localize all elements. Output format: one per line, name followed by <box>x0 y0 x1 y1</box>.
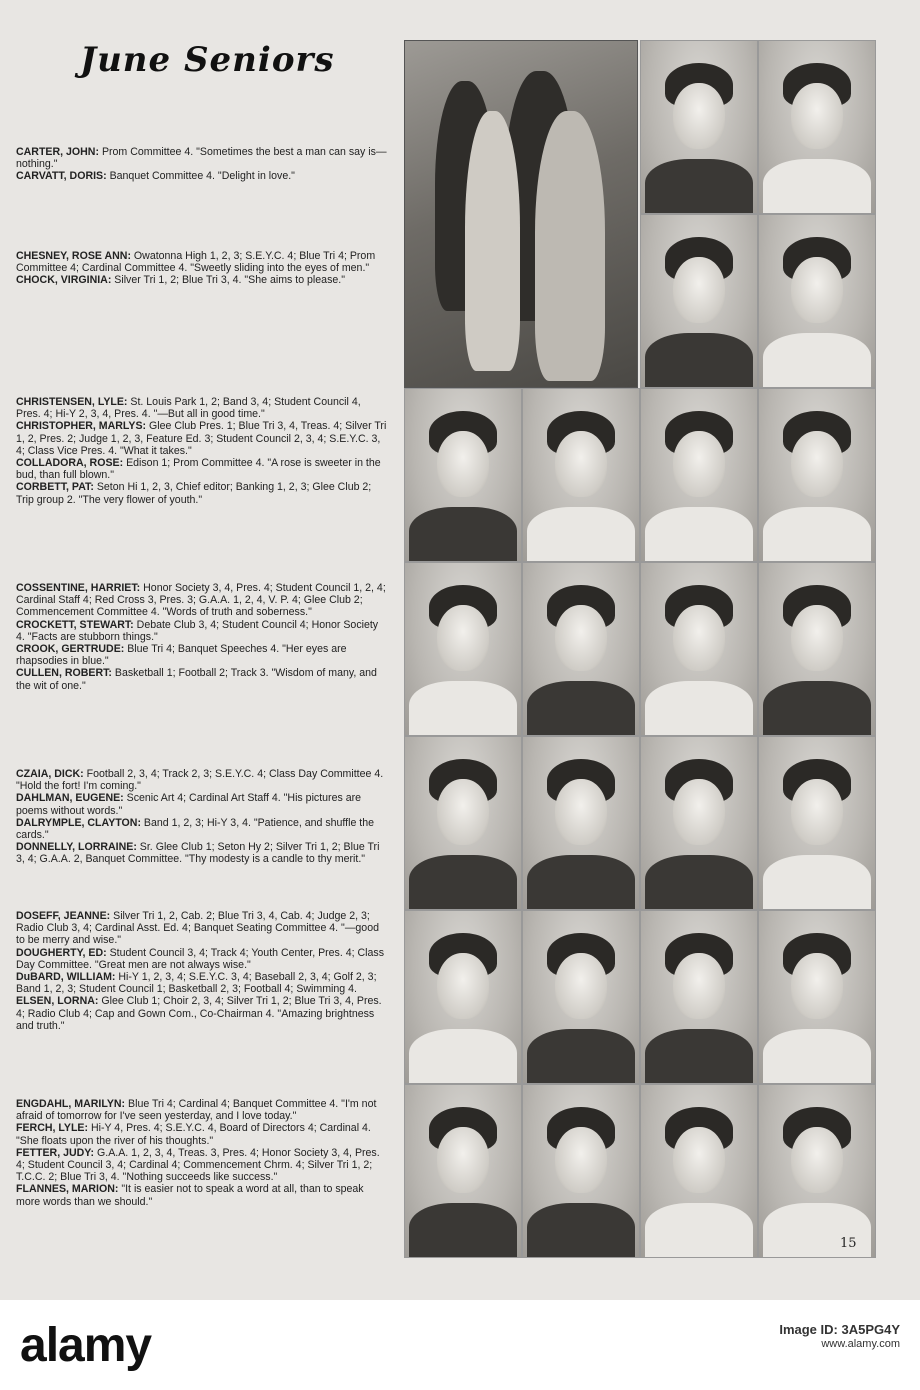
entry-text: Basketball 1; Football 2; Track 3. "Wisdom of many, and the wit of one." <box>16 667 377 692</box>
portrait-body <box>645 1203 753 1258</box>
entry-name: CARTER, JOHN: <box>16 146 99 158</box>
student-portrait <box>758 40 876 214</box>
student-portrait <box>404 736 522 910</box>
entry-name: FETTER, JUDY: <box>16 1146 95 1159</box>
portrait-face <box>555 1127 607 1193</box>
entry <box>16 274 388 286</box>
portrait-face <box>673 953 725 1019</box>
entry-name: FLANNES, MARION: <box>16 1183 119 1196</box>
entry-group <box>16 250 388 287</box>
portrait-face <box>791 779 843 845</box>
portrait-body <box>763 159 871 214</box>
entry-name: DAHLMAN, EUGENE: <box>16 792 124 805</box>
student-portrait <box>640 910 758 1084</box>
entry <box>16 841 388 865</box>
entry-text: Honor Society 3, 4, Pres. 4; Student Council 1, 2, 4; Cardinal Staff 4; Red Cross 3, Pres. 3; G.A.A. 1, 2, 4, V. P. 4; Glee Club 2; Commencement Committee 4. "Words of truth and soberness." <box>16 582 386 619</box>
portrait-body <box>409 681 517 736</box>
portrait-face <box>791 431 843 497</box>
entry <box>16 1098 388 1122</box>
student-portrait <box>640 388 758 562</box>
entry <box>16 768 388 792</box>
watermark-logo: alamy <box>20 1319 152 1372</box>
entry-text: Prom Committee 4. "Sometimes the best a man can say is—nothing." <box>16 146 387 171</box>
entry <box>16 971 388 995</box>
portrait-face <box>555 953 607 1019</box>
student-portrait <box>522 388 640 562</box>
entry-name: CHESNEY, ROSE ANN: <box>16 250 131 262</box>
entry-text: Glee Club Pres. 1; Blue Tri 3, 4, Treas. 4; Silver Tri 1, 2, Pres. 2; Judge 1, 2, 3, Feature Ed. 3; Student Council 2, 3, 4; S.E.Y.C. 3, 4; Class Vice Pres. 4. "What it takes." <box>16 420 387 457</box>
entry-text: G.A.A. 1, 2, 3, 4, Treas. 3, Pres. 4; Honor Society 3, 4, Pres. 4; Student Council 3, 4; Cardinal 4; Commencement Chrm. 4; Silver Tri 1, 2; T.C.C. 2; Blue Tri 3, 4. "Nothing succeeds like success." <box>16 1146 380 1184</box>
entry-name: ELSEN, LORNA: <box>16 995 99 1008</box>
student-portrait <box>758 736 876 910</box>
portrait-face <box>437 605 489 671</box>
portrait-face <box>437 953 489 1019</box>
entry-text: St. Louis Park 1, 2; Band 3, 4; Student Council 4, Pres. 4; Hi-Y 2, 3, 4, Pres. 4. "—But all in good time." <box>16 396 361 421</box>
entry-group <box>16 1098 388 1208</box>
entry-text: Football 2, 3, 4; Track 2, 3; S.E.Y.C. 4; Class Day Committee 4. "Hold the fort! I'm coming." <box>16 768 384 793</box>
portrait-body <box>763 333 871 388</box>
entry-text: "It is easier not to speak a word at all, than to speak more words than we should." <box>16 1183 364 1208</box>
entry <box>16 481 388 505</box>
portrait-face <box>791 1127 843 1193</box>
entry-group <box>16 582 388 692</box>
portrait-body <box>645 855 753 910</box>
student-portrait <box>758 910 876 1084</box>
page-title: June Seniors <box>80 40 335 80</box>
portrait-body <box>527 855 635 910</box>
student-portrait <box>758 1084 876 1258</box>
entry-text: Seton Hi 1, 2, 3, Chief editor; Banking 1, 2, 3; Glee Club 2; Trip group 2. "The very flower of youth." <box>16 481 372 506</box>
portrait-face <box>555 779 607 845</box>
entry <box>16 619 388 643</box>
entry-group <box>16 396 388 506</box>
student-portrait <box>522 736 640 910</box>
student-portrait <box>640 214 758 388</box>
portrait-body <box>763 1029 871 1084</box>
entry-name: FERCH, LYLE: <box>16 1122 89 1135</box>
student-portrait <box>404 910 522 1084</box>
entry <box>16 910 388 947</box>
entry-name: COLLADORA, ROSE: <box>16 457 124 470</box>
student-portrait <box>404 562 522 736</box>
entry <box>16 170 388 182</box>
entry-name: CZAIA, DICK: <box>16 768 84 780</box>
portrait-body <box>645 1029 753 1084</box>
entry-group <box>16 910 388 1032</box>
entry-group <box>16 768 388 866</box>
entry-text: Scenic Art 4; Cardinal Art Staff 4. "His pictures are poems without words." <box>16 792 362 817</box>
entry <box>16 947 388 971</box>
student-portrait <box>640 736 758 910</box>
entry <box>16 643 388 667</box>
portrait-body <box>409 1203 517 1258</box>
portrait-face <box>673 779 725 845</box>
student-portrait <box>640 562 758 736</box>
entry-name: CULLEN, ROBERT: <box>16 667 112 680</box>
entry <box>16 667 388 691</box>
entry-name: DOSEFF, JEANNE: <box>16 910 111 922</box>
portrait-body <box>763 855 871 910</box>
portrait-body <box>763 507 871 562</box>
photo-grid <box>404 40 876 1258</box>
portrait-face <box>791 605 843 671</box>
entry-text: Glee Club 1; Choir 2, 3, 4; Silver Tri 1, 2; Blue Tri 3, 4, Pres. 4; Radio Club 4; Cap and Gown Com., Co-Chairman 4. "Amazing brightness and truth." <box>16 995 382 1032</box>
entry-text: Band 1, 2, 3; Hi-Y 3, 4. "Patience, and shuffle the cards." <box>16 816 375 842</box>
entry-name: COSSENTINE, HARRIET: <box>16 582 141 594</box>
student-portrait <box>758 388 876 562</box>
student-portrait <box>522 1084 640 1258</box>
student-portrait <box>640 40 758 214</box>
entry-text: Blue Tri 4; Cardinal 4; Banquet Committee 4. "I'm not afraid of tomorrow for I've seen yesterday, and I love today." <box>16 1098 377 1123</box>
entry-text: Debate Club 3, 4; Student Council 4; Honor Society 4. "Facts are stubborn things." <box>16 618 379 643</box>
portrait-body <box>409 855 517 910</box>
entry-name: CORBETT, PAT: <box>16 481 94 494</box>
student-portrait <box>758 214 876 388</box>
entry-text: Owatonna High 1, 2, 3; S.E.Y.C. 4; Blue Tri 4; Prom Committee 4; Cardinal Committee 4. "Sweetly sliding into the eyes of men." <box>16 250 376 275</box>
entry-text: Student Council 3, 4; Track 4; Youth Center, Pres. 4; Class Day Committee. "Great men are not always wise." <box>16 946 385 971</box>
entry-text: Banquet Committee 4. "Delight in love." <box>106 170 295 183</box>
portrait-face <box>673 83 725 149</box>
portrait-face <box>437 1127 489 1193</box>
group-photo <box>404 40 638 388</box>
entry <box>16 250 388 274</box>
entry <box>16 1183 388 1207</box>
portrait-body <box>527 1203 635 1258</box>
entry-text: Hi-Y 4, Pres. 4; S.E.Y.C. 4, Board of Directors 4; Cardinal 4. "She floats upon the river of his thoughts." <box>16 1122 371 1147</box>
entry-name: CROOK, GERTRUDE: <box>16 643 125 656</box>
watermark-site: www.alamy.com <box>821 1338 900 1350</box>
entry-name: DALRYMPLE, CLAYTON: <box>16 816 141 829</box>
entry-text: Edison 1; Prom Committee 4. "A rose is sweeter in the bud, than full blown." <box>16 457 381 482</box>
portrait-face <box>673 1127 725 1193</box>
entry-group <box>16 146 388 183</box>
portrait-body <box>527 507 635 562</box>
entry <box>16 792 388 816</box>
portrait-body <box>645 681 753 736</box>
entry-text: Blue Tri 4; Banquet Speeches 4. "Her eyes are rhapsodies in blue." <box>16 643 347 668</box>
portrait-face <box>437 431 489 497</box>
entry <box>16 1147 388 1184</box>
portrait-face <box>555 431 607 497</box>
entry-name: DOUGHERTY, ED: <box>16 946 107 959</box>
student-portrait <box>522 910 640 1084</box>
entry-name: CHRISTENSEN, LYLE: <box>16 396 128 408</box>
student-portrait <box>640 1084 758 1258</box>
student-portrait <box>522 562 640 736</box>
portrait-body <box>645 333 753 388</box>
entry-name: ENGDAHL, MARILYN: <box>16 1098 126 1110</box>
entry-name: CHRISTOPHER, MARLYS: <box>16 420 147 433</box>
entry-text: Silver Tri 1, 2, Cab. 2; Blue Tri 3, 4, Cab. 4; Judge 2, 3; Radio Club 3, 4; Cardinal Asst. Ed. 4; Banquet Seating Committee 4. "—good to be merry and wise." <box>16 910 379 947</box>
student-portrait <box>404 1084 522 1258</box>
portrait-body <box>645 507 753 562</box>
portrait-face <box>791 953 843 1019</box>
group-photo-person <box>535 111 605 381</box>
entry-name: CHOCK, VIRGINIA: <box>16 274 112 287</box>
entry <box>16 817 388 841</box>
portrait-face <box>791 83 843 149</box>
entry-text: Hi-Y 1, 2, 3, 4; S.E.Y.C. 3, 4; Baseball 2, 3, 4; Golf 2, 3; Band 1, 2, 3; Student Council 1; Basketball 2, 3; Football 4; Swimming 4. <box>16 971 377 996</box>
group-photo-person <box>465 111 520 371</box>
entry-name: DONNELLY, LORRAINE: <box>16 841 137 854</box>
entry-name: DuBARD, WILLIAM: <box>16 971 116 984</box>
portrait-body <box>645 159 753 214</box>
portrait-body <box>527 681 635 736</box>
entry-text: Sr. Glee Club 1; Seton Hy 2; Silver Tri 1, 2; Blue Tri 3, 4; G.A.A. 2, Banquet Committee. "Thy modesty is a candle to thy merit." <box>16 841 380 866</box>
portrait-face <box>555 605 607 671</box>
portrait-face <box>673 605 725 671</box>
entry <box>16 420 388 457</box>
entry-text: Silver Tri 1, 2; Blue Tri 3, 4. "She aims to please." <box>111 274 345 287</box>
portrait-body <box>409 507 517 562</box>
entry <box>16 1122 388 1146</box>
entry <box>16 457 388 481</box>
entry <box>16 582 388 619</box>
portrait-body <box>527 1029 635 1084</box>
entry <box>16 146 388 170</box>
student-portrait <box>404 388 522 562</box>
portrait-face <box>673 431 725 497</box>
entry-name: CARVATT, DORIS: <box>16 170 107 183</box>
page-number: 15 <box>840 1236 857 1251</box>
portrait-body <box>409 1029 517 1084</box>
portrait-face <box>437 779 489 845</box>
entry <box>16 396 388 420</box>
entry-name: CROCKETT, STEWART: <box>16 618 134 631</box>
entry <box>16 995 388 1032</box>
student-portrait <box>758 562 876 736</box>
portrait-face <box>791 257 843 323</box>
watermark-image-id: Image ID: 3A5PG4Y <box>779 1322 900 1337</box>
portrait-face <box>673 257 725 323</box>
watermark-info <box>779 1322 900 1352</box>
portrait-body <box>763 681 871 736</box>
